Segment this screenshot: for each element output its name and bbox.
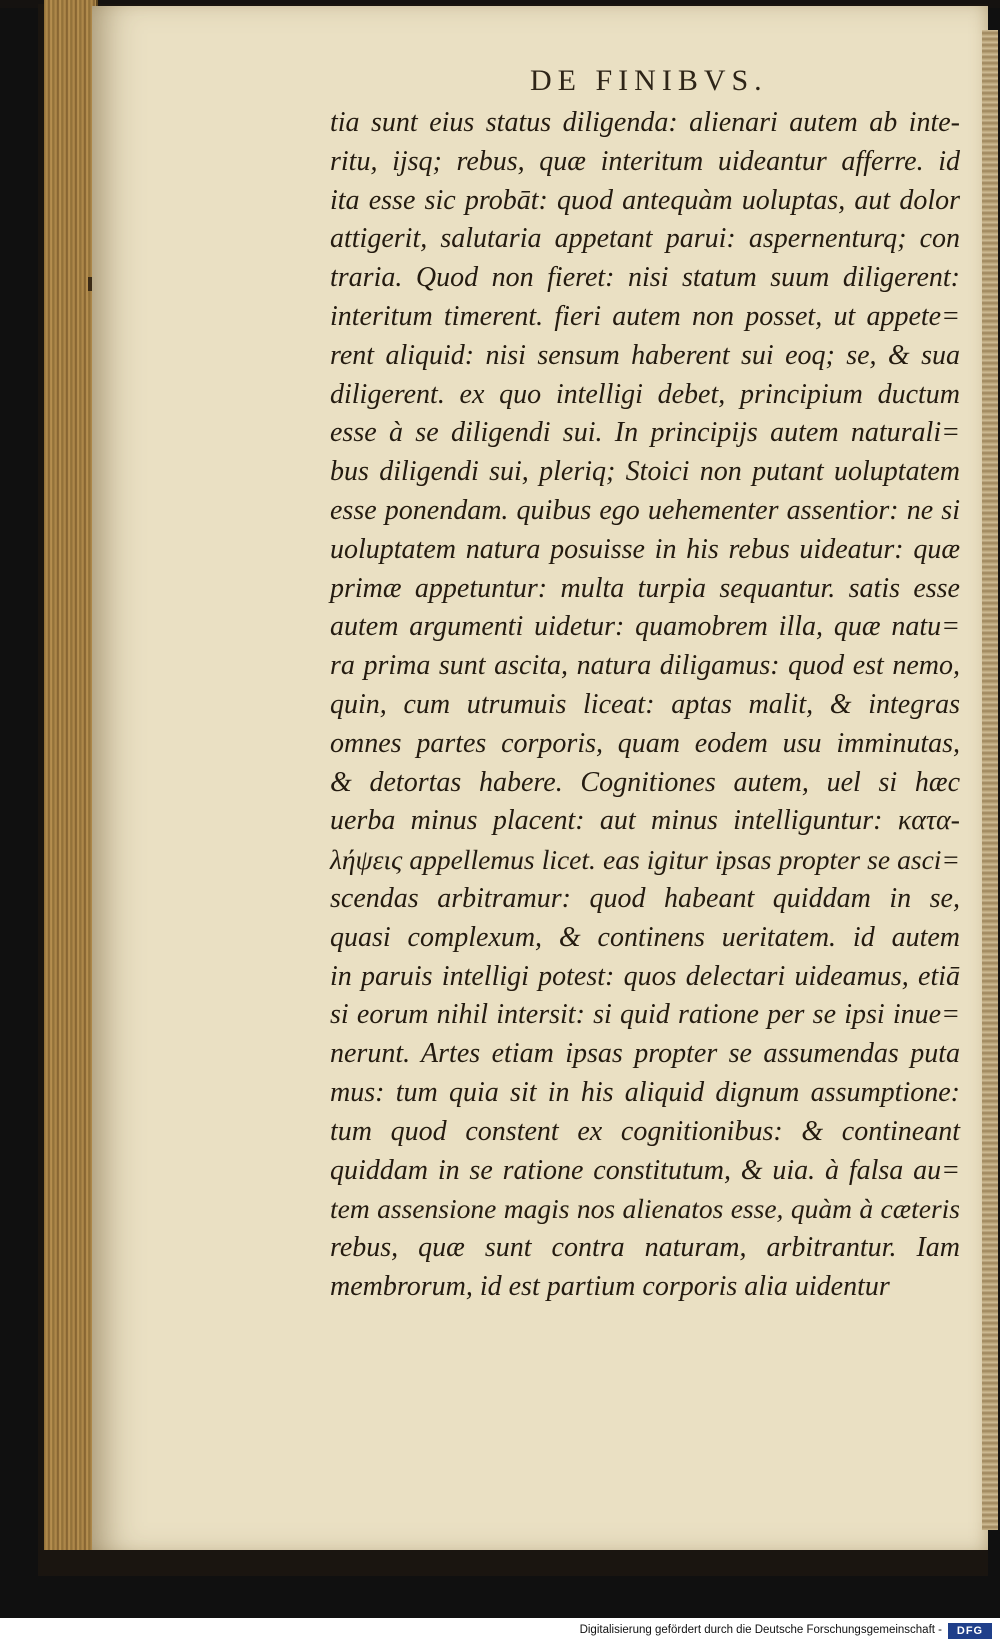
text-line: λήψεις appellemus licet. eas igitur ipsas propter se asci= <box>330 844 960 876</box>
right-page-edge <box>982 30 998 1530</box>
text-line: rebus, quæ sunt contra naturam, arbitrantur. Iam <box>330 1232 960 1264</box>
text-line: scendas arbitramur: quod habeant quiddam in se, <box>330 882 960 914</box>
funding-credit: Digitalisierung gefördert durch die Deutsche Forschungsgemeinschaft - <box>579 1624 942 1636</box>
text-line: & detortas habere. Cognitiones autem, uel si hæc <box>330 766 960 798</box>
text-line: nerunt. Artes etiam ipsas propter se assumendas puta <box>330 1038 960 1070</box>
text-line: quasi complexum, & continens ueritatem. id autem <box>330 921 960 953</box>
text-block <box>330 104 960 1307</box>
running-head: DE FINIBVS. <box>530 64 768 97</box>
dfg-logo[interactable]: DFG <box>948 1623 992 1639</box>
text-line: tum quod constent ex cognitionibus: & contineant <box>330 1115 960 1147</box>
text-line: mus: tum quia sit in his aliquid dignum assumptione: <box>330 1076 960 1108</box>
text-line: interitum timerent. fieri autem non posset, ut appete= <box>330 300 960 332</box>
text-line: uerba minus placent: aut minus intelliguntur: κατα- <box>330 805 960 837</box>
text-line: tia sunt eius status diligenda: alienari autem ab inte- <box>330 107 960 138</box>
text-line: tem assensione magis nos alienatos esse, quàm à cæteris <box>330 1193 960 1225</box>
text-line: primæ appetuntur: multa turpia sequantur. satis esse <box>330 572 960 604</box>
page-edges <box>44 0 98 1550</box>
text-line: in paruis intelligi potest: quos delectari uideamus, etiā <box>330 960 960 992</box>
text-line: omnes partes corporis, quam eodem usu imminutas, <box>330 727 960 759</box>
text-line: attigerit, salutaria appetant parui: aspernenturq; con <box>330 223 960 255</box>
text-line: si eorum nihil intersit: si quid ratione per se ipsi inue= <box>330 999 960 1031</box>
text-line: ra prima sunt ascita, natura diligamus: quod est nemo, <box>330 650 960 682</box>
text-line: quiddam in se ratione constitutum, & uia. à falsa au= <box>330 1154 960 1186</box>
text-line: esse ponendam. quibus ego uehementer assentior: ne si <box>330 494 960 526</box>
text-line: ritu, ijsq; rebus, quæ interitum uideantur afferre. id <box>330 145 960 177</box>
text-line: membrorum, id est partium corporis alia uidentur <box>330 1270 890 1302</box>
text-line: uoluptatem natura posuisse in his rebus uideatur: quæ <box>330 533 960 565</box>
text-line: ita esse sic probāt: quod antequàm uoluptas, aut dolor <box>330 184 960 216</box>
text-line: diligerent. ex quo intelligi debet, principium ductum <box>330 378 960 410</box>
text-line: traria. Quod non fieret: nisi statum suum diligerent: <box>330 262 960 294</box>
text-line: esse à se diligendi sui. In principijs autem naturali= <box>330 417 960 449</box>
text-line: autem argumenti uidetur: quamobrem illa, quæ natu= <box>330 611 960 643</box>
margin-mark <box>88 277 92 291</box>
text-line: rent aliquid: nisi sensum haberent sui eoq; se, & sua <box>330 339 960 371</box>
text-line: bus diligendi sui, pleriq; Stoici non putant uoluptatem <box>330 456 960 488</box>
text-line: quin, cum utrumuis liceat: aptas malit, & integras <box>330 688 960 720</box>
